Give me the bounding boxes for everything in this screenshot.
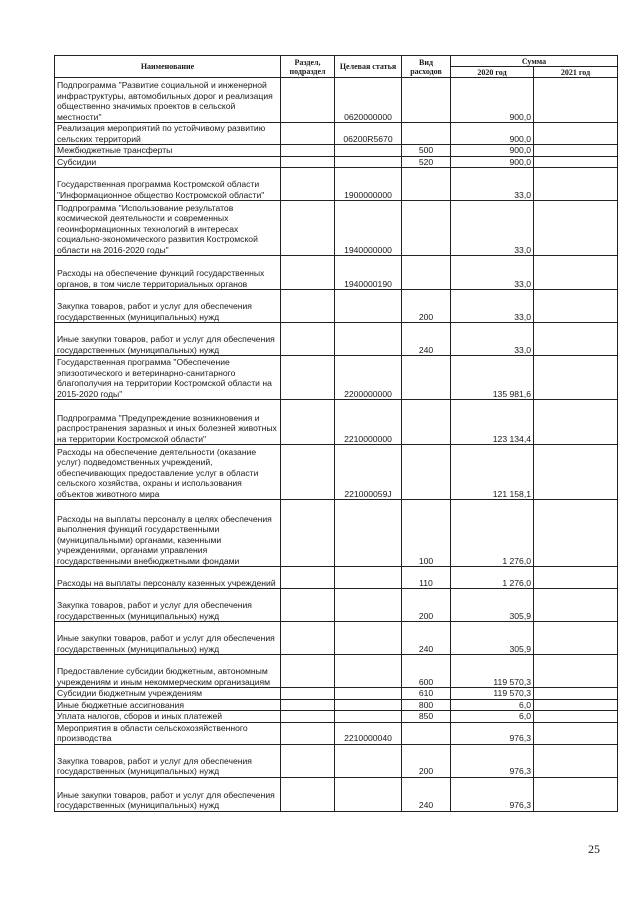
table-row bbox=[55, 145, 618, 157]
cell-type bbox=[402, 445, 451, 500]
cell-target bbox=[335, 500, 402, 567]
table-row bbox=[55, 699, 618, 711]
cell-section bbox=[281, 622, 335, 655]
cell-v2021 bbox=[534, 123, 618, 145]
cell-v2020: 121 158,1 bbox=[451, 445, 534, 500]
cell-section bbox=[281, 290, 335, 323]
cell-type: 500 bbox=[402, 145, 451, 157]
cell-type: 600 bbox=[402, 655, 451, 688]
table-row bbox=[55, 655, 618, 688]
cell-v2021 bbox=[534, 622, 618, 655]
header-year-2020: 2020 год bbox=[451, 67, 534, 78]
cell-target bbox=[335, 145, 402, 157]
table-row bbox=[55, 622, 618, 655]
table-row bbox=[55, 123, 618, 145]
table-header bbox=[55, 56, 618, 78]
cell-name: Закупка товаров, работ и услуг для обеспечения государственных (муниципальных) нужд bbox=[55, 744, 281, 777]
table-row bbox=[55, 400, 618, 445]
table-row bbox=[55, 356, 618, 400]
cell-v2020: 119 570,3 bbox=[451, 688, 534, 700]
cell-name: Расходы на обеспечение деятельности (оказание услуг) подведомственных учреждений, обеспечивающих предоставление услуг в области сельского хозяйства, охраны и использования объектов животного мира bbox=[55, 445, 281, 500]
cell-target bbox=[335, 589, 402, 622]
cell-v2020: 976,3 bbox=[451, 777, 534, 811]
cell-target: 1940000000 bbox=[335, 201, 402, 256]
cell-name: Иные бюджетные ассигнования bbox=[55, 699, 281, 711]
cell-type bbox=[402, 78, 451, 123]
cell-type: 610 bbox=[402, 688, 451, 700]
cell-section bbox=[281, 400, 335, 445]
cell-section bbox=[281, 445, 335, 500]
cell-v2021 bbox=[534, 356, 618, 400]
cell-target bbox=[335, 290, 402, 323]
cell-v2021 bbox=[534, 400, 618, 445]
cell-v2021 bbox=[534, 500, 618, 567]
cell-type bbox=[402, 256, 451, 290]
table-row bbox=[55, 78, 618, 123]
cell-v2020: 900,0 bbox=[451, 123, 534, 145]
cell-v2020: 900,0 bbox=[451, 156, 534, 168]
cell-name: Субсидии bbox=[55, 156, 281, 168]
cell-name: Иные закупки товаров, работ и услуг для обеспечения государственных (муниципальных) нужд bbox=[55, 323, 281, 356]
table-row bbox=[55, 589, 618, 622]
cell-v2020: 6,0 bbox=[451, 699, 534, 711]
cell-section bbox=[281, 699, 335, 711]
cell-name: Уплата налогов, сборов и иных платежей bbox=[55, 711, 281, 723]
cell-name: Подпрограмма "Предупреждение возникновения и распространения заразных и иных болезней животных на территории Костромской области" bbox=[55, 400, 281, 445]
cell-target: 1940000190 bbox=[335, 256, 402, 290]
cell-target bbox=[335, 744, 402, 777]
cell-section bbox=[281, 145, 335, 157]
cell-name: Расходы на выплаты персоналу казенных учреждений bbox=[55, 567, 281, 589]
cell-type: 850 bbox=[402, 711, 451, 723]
cell-target bbox=[335, 567, 402, 589]
cell-v2021 bbox=[534, 722, 618, 744]
cell-v2020: 33,0 bbox=[451, 168, 534, 201]
cell-section bbox=[281, 688, 335, 700]
header-type: Вид расходов bbox=[402, 56, 451, 78]
cell-section bbox=[281, 201, 335, 256]
cell-section bbox=[281, 168, 335, 201]
cell-type: 110 bbox=[402, 567, 451, 589]
cell-name: Расходы на обеспечение функций государственных органов, в том числе территориальных органов bbox=[55, 256, 281, 290]
cell-name: Межбюджетные трансферты bbox=[55, 145, 281, 157]
cell-name: Подпрограмма "Использование результатов космической деятельности и современных геоинформационных технологий в интересах социально-экономического развития Костромской области на 2016-2020 годы" bbox=[55, 201, 281, 256]
cell-v2020: 305,9 bbox=[451, 589, 534, 622]
cell-section bbox=[281, 356, 335, 400]
table-row bbox=[55, 744, 618, 777]
cell-section bbox=[281, 256, 335, 290]
cell-target: 1900000000 bbox=[335, 168, 402, 201]
cell-type: 240 bbox=[402, 777, 451, 811]
cell-name: Мероприятия в области сельскохозяйственного производства bbox=[55, 722, 281, 744]
cell-type: 240 bbox=[402, 622, 451, 655]
cell-v2021 bbox=[534, 688, 618, 700]
cell-v2020: 135 981,6 bbox=[451, 356, 534, 400]
cell-v2021 bbox=[534, 445, 618, 500]
cell-type: 100 bbox=[402, 500, 451, 567]
header-name: Наименование bbox=[55, 56, 281, 78]
cell-v2020: 6,0 bbox=[451, 711, 534, 723]
cell-v2021 bbox=[534, 655, 618, 688]
cell-type bbox=[402, 400, 451, 445]
cell-type: 800 bbox=[402, 699, 451, 711]
cell-v2020: 1 276,0 bbox=[451, 567, 534, 589]
cell-target: 2210000040 bbox=[335, 722, 402, 744]
cell-target: 06200R5670 bbox=[335, 123, 402, 145]
cell-type bbox=[402, 356, 451, 400]
cell-name: Иные закупки товаров, работ и услуг для обеспечения государственных (муниципальных) нужд bbox=[55, 622, 281, 655]
table-row bbox=[55, 168, 618, 201]
cell-v2021 bbox=[534, 256, 618, 290]
cell-name: Подпрограмма "Развитие социальной и инженерной инфраструктуры, автомобильных дорог и реализация общественно значимых проектов в сельской местности" bbox=[55, 78, 281, 123]
cell-section bbox=[281, 744, 335, 777]
cell-section bbox=[281, 777, 335, 811]
cell-v2020: 976,3 bbox=[451, 744, 534, 777]
cell-type bbox=[402, 201, 451, 256]
cell-section bbox=[281, 589, 335, 622]
cell-section bbox=[281, 323, 335, 356]
cell-type: 200 bbox=[402, 589, 451, 622]
header-year-2021: 2021 год bbox=[534, 67, 618, 78]
table-row bbox=[55, 711, 618, 723]
cell-v2020: 1 276,0 bbox=[451, 500, 534, 567]
cell-v2020: 900,0 bbox=[451, 145, 534, 157]
cell-v2020: 900,0 bbox=[451, 78, 534, 123]
table-row bbox=[55, 323, 618, 356]
cell-v2021 bbox=[534, 145, 618, 157]
table-row bbox=[55, 445, 618, 500]
cell-target bbox=[335, 655, 402, 688]
cell-target bbox=[335, 622, 402, 655]
cell-name: Закупка товаров, работ и услуг для обеспечения государственных (муниципальных) нужд bbox=[55, 589, 281, 622]
cell-target bbox=[335, 688, 402, 700]
cell-v2021 bbox=[534, 699, 618, 711]
cell-section bbox=[281, 711, 335, 723]
cell-target bbox=[335, 323, 402, 356]
cell-v2021 bbox=[534, 156, 618, 168]
cell-target: 2200000000 bbox=[335, 356, 402, 400]
cell-type bbox=[402, 722, 451, 744]
cell-v2020: 305,9 bbox=[451, 622, 534, 655]
cell-v2020: 976,3 bbox=[451, 722, 534, 744]
cell-name: Иные закупки товаров, работ и услуг для обеспечения государственных (муниципальных) нужд bbox=[55, 777, 281, 811]
cell-name: Государственная программа "Обеспечение эпизоотического и ветеринарно-санитарного благополучия на территории Костромской области на 2015-2020 годы" bbox=[55, 356, 281, 400]
cell-name: Расходы на выплаты персоналу в целях обеспечения выполнения функций государственными (муниципальными) органами, казенными учреждениями, органами управления государственными внебюджетными фондами bbox=[55, 500, 281, 567]
cell-v2021 bbox=[534, 567, 618, 589]
cell-name: Реализация мероприятий по устойчивому развитию сельских территорий bbox=[55, 123, 281, 145]
cell-v2021 bbox=[534, 290, 618, 323]
cell-section bbox=[281, 500, 335, 567]
cell-name: Предоставление субсидии бюджетным, автономным учреждениям и иным некоммерческим организациям bbox=[55, 655, 281, 688]
table-row bbox=[55, 201, 618, 256]
cell-section bbox=[281, 655, 335, 688]
cell-v2021 bbox=[534, 744, 618, 777]
cell-section bbox=[281, 78, 335, 123]
cell-section bbox=[281, 156, 335, 168]
cell-target: 221000059J bbox=[335, 445, 402, 500]
header-section: Раздел, подраздел bbox=[281, 56, 335, 78]
cell-v2021 bbox=[534, 78, 618, 123]
cell-type bbox=[402, 123, 451, 145]
header-target: Целевая статья bbox=[335, 56, 402, 78]
cell-v2020: 33,0 bbox=[451, 290, 534, 323]
cell-target: 0620000000 bbox=[335, 78, 402, 123]
budget-table bbox=[54, 55, 618, 812]
cell-section bbox=[281, 722, 335, 744]
table-row bbox=[55, 567, 618, 589]
cell-target bbox=[335, 156, 402, 168]
cell-v2020: 33,0 bbox=[451, 201, 534, 256]
header-sum: Сумма bbox=[451, 56, 618, 67]
cell-v2021 bbox=[534, 711, 618, 723]
cell-v2021 bbox=[534, 589, 618, 622]
cell-name: Закупка товаров, работ и услуг для обеспечения государственных (муниципальных) нужд bbox=[55, 290, 281, 323]
table-body bbox=[55, 78, 618, 812]
cell-target bbox=[335, 711, 402, 723]
table-row bbox=[55, 722, 618, 744]
cell-v2020: 123 134,4 bbox=[451, 400, 534, 445]
table-row bbox=[55, 688, 618, 700]
cell-type: 240 bbox=[402, 323, 451, 356]
cell-name: Субсидии бюджетным учреждениям bbox=[55, 688, 281, 700]
table-row bbox=[55, 500, 618, 567]
cell-type: 520 bbox=[402, 156, 451, 168]
cell-v2021 bbox=[534, 323, 618, 356]
cell-v2020: 119 570,3 bbox=[451, 655, 534, 688]
cell-section bbox=[281, 567, 335, 589]
cell-target bbox=[335, 699, 402, 711]
cell-v2020: 33,0 bbox=[451, 256, 534, 290]
cell-v2021 bbox=[534, 168, 618, 201]
cell-name: Государственная программа Костромской области "Информационное общество Костромской области" bbox=[55, 168, 281, 201]
page-number: 25 bbox=[588, 842, 600, 856]
table-row bbox=[55, 290, 618, 323]
cell-v2021 bbox=[534, 201, 618, 256]
cell-type: 200 bbox=[402, 744, 451, 777]
table-row bbox=[55, 777, 618, 811]
cell-v2021 bbox=[534, 777, 618, 811]
cell-type: 200 bbox=[402, 290, 451, 323]
table-row bbox=[55, 156, 618, 168]
cell-type bbox=[402, 168, 451, 201]
cell-target: 2210000000 bbox=[335, 400, 402, 445]
cell-section bbox=[281, 123, 335, 145]
table-row bbox=[55, 256, 618, 290]
cell-target bbox=[335, 777, 402, 811]
cell-v2020: 33,0 bbox=[451, 323, 534, 356]
